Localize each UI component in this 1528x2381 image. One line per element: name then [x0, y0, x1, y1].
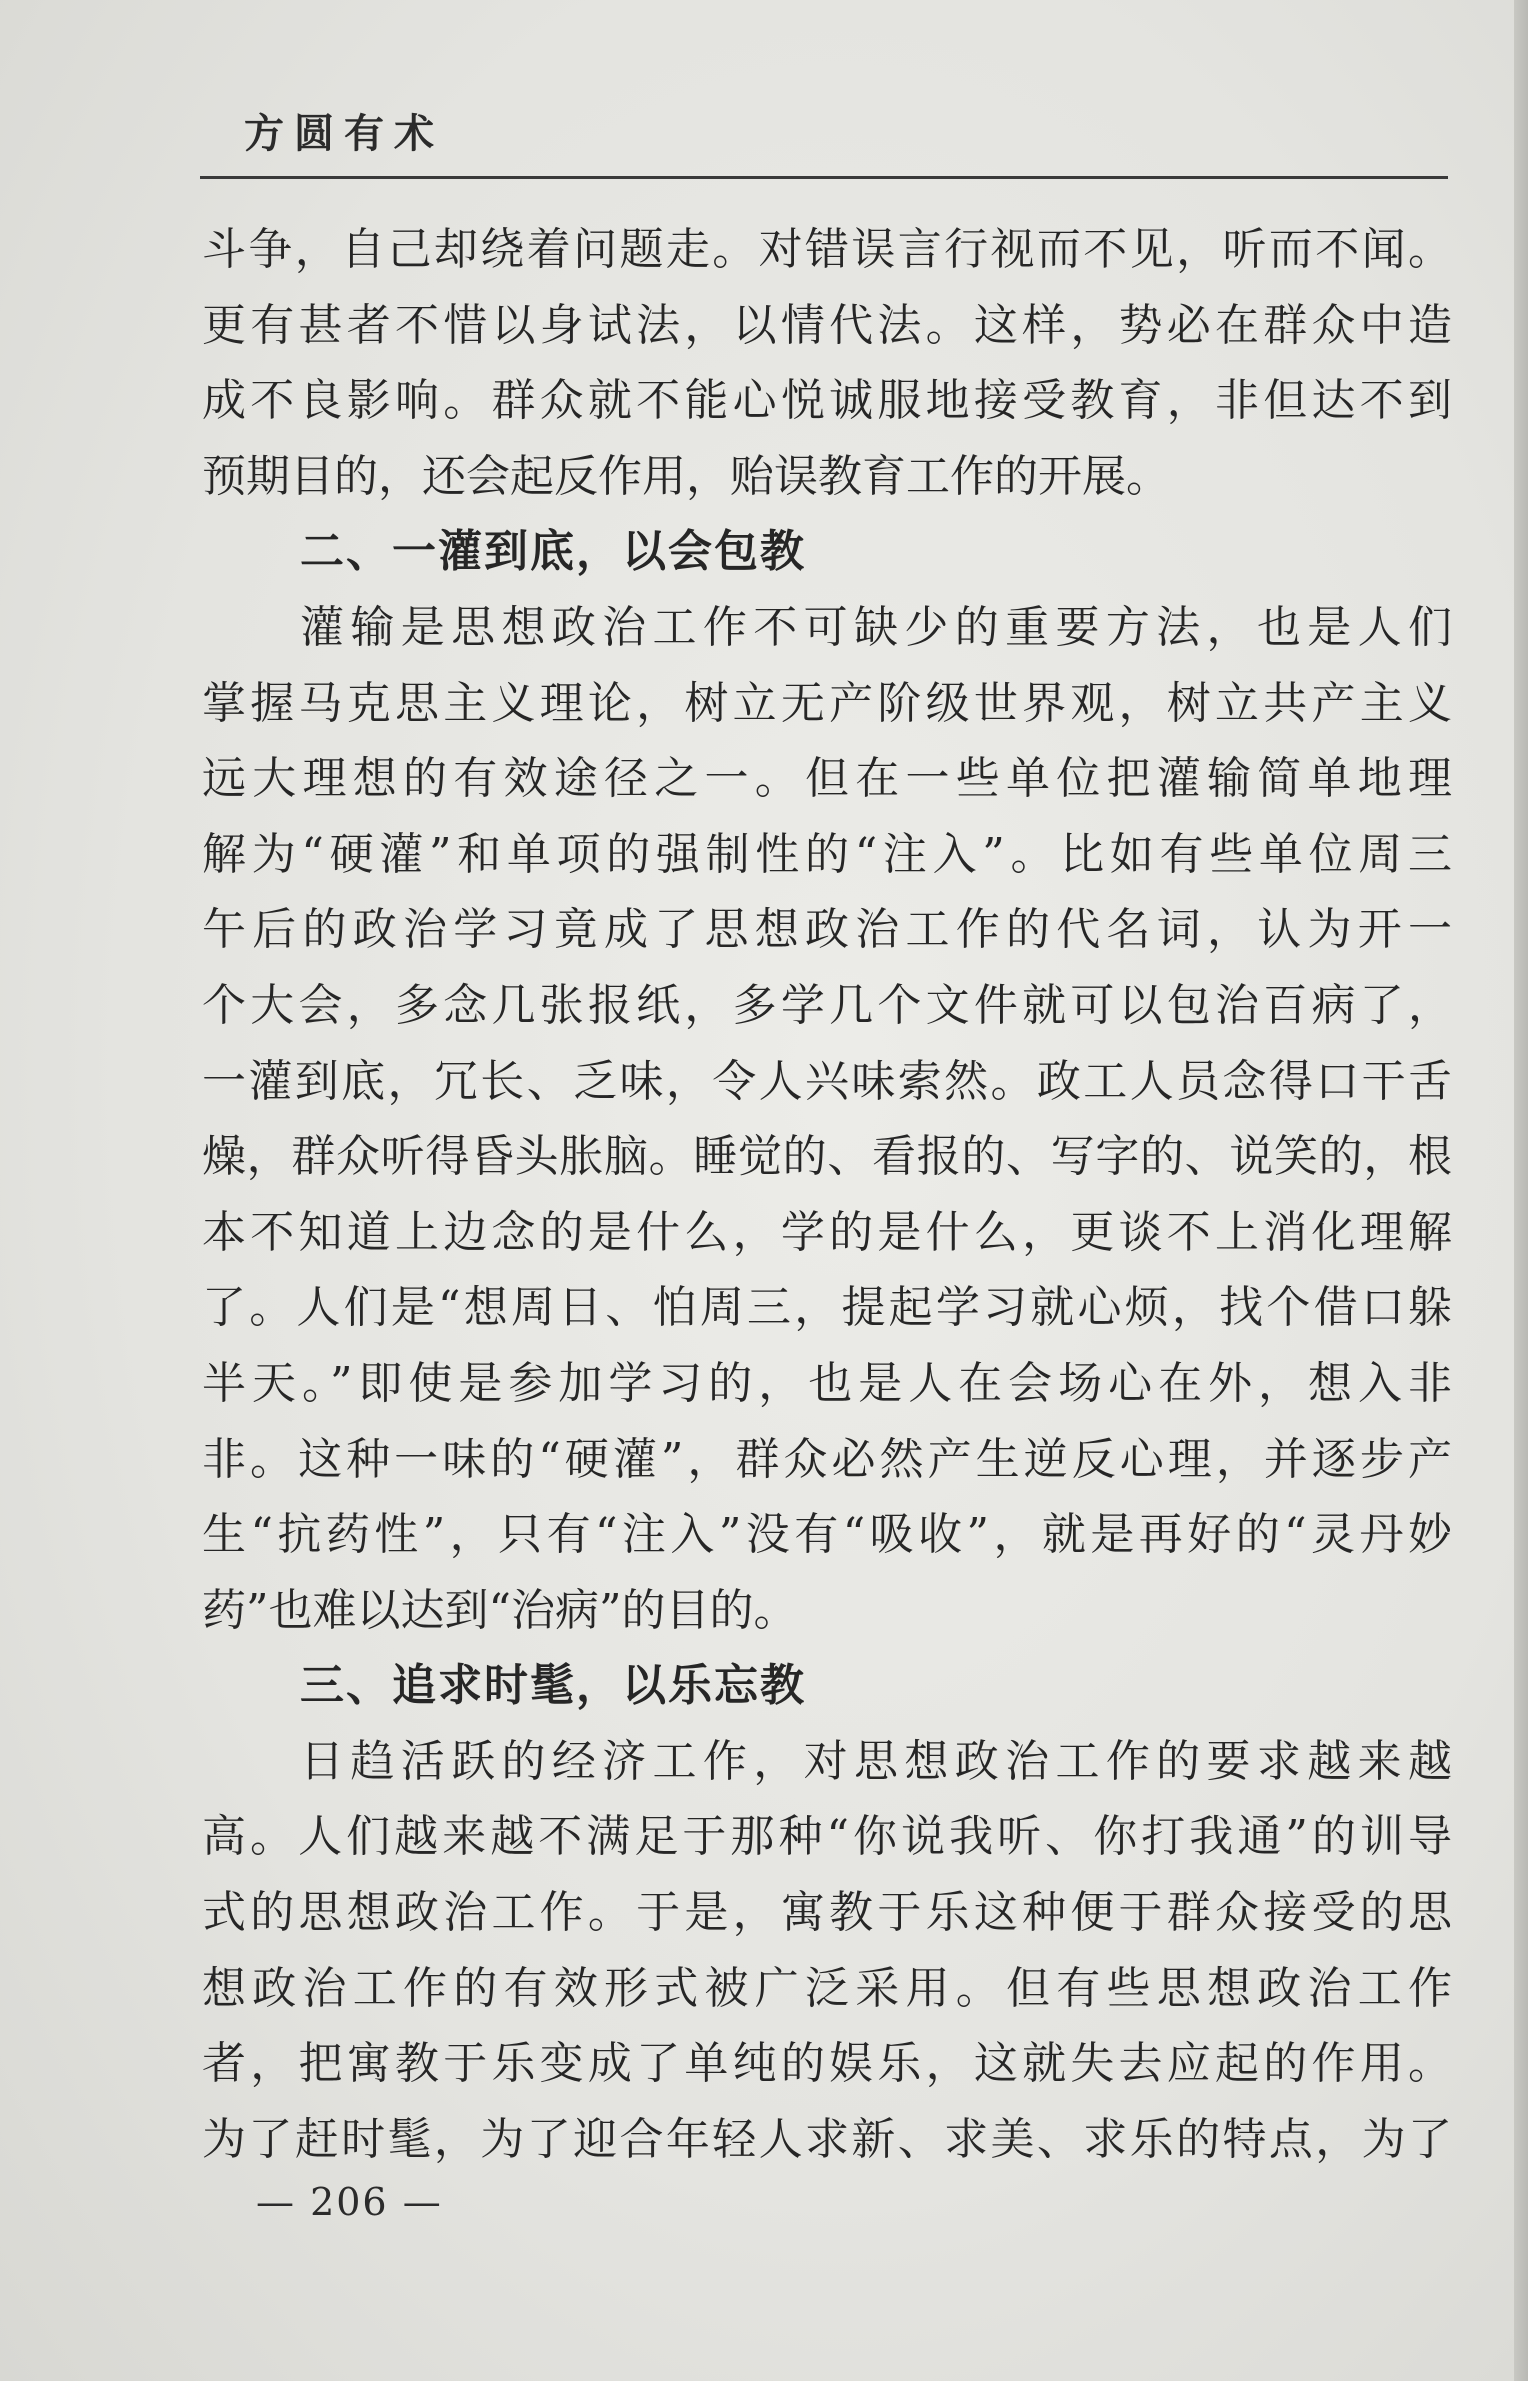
text-line: 日趋活跃的经济工作，对思想政治工作的要求越来越 — [300, 1735, 1452, 1787]
text-line: 非。这种一味的“硬灌”，群众必然产生逆反心理，并逐步产 — [202, 1433, 1452, 1485]
text-line: 远大理想的有效途径之一。但在一些单位把灌输简单地理 — [202, 753, 1452, 805]
text-line: 药”也难以达到“治病”的目的。 — [202, 1584, 798, 1636]
text-line: 个大会，多念几张报纸，多学几个文件就可以包治百病了， — [202, 979, 1452, 1031]
text-line: 本不知道上边念的是什么，学的是什么，更谈不上消化理解 — [202, 1206, 1452, 1258]
text-line: 式的思想政治工作。于是，寓教于乐这种便于群众接受的思 — [202, 1887, 1452, 1939]
text-line: 掌握马克思主义理论，树立无产阶级世界观，树立共产主义 — [202, 677, 1452, 729]
text-line: 高。人们越来越不满足于那种“你说我听、你打我通”的训导 — [202, 1811, 1452, 1863]
text-line: 了。人们是“想周日、怕周三，提起学习就心烦，找个借口躲 — [202, 1282, 1452, 1334]
body-text — [202, 212, 1452, 2177]
page-edge-shadow — [1514, 0, 1528, 2381]
text-line: 成不良影响。群众就不能心悦诚服地接受教育，非但达不到 — [202, 375, 1452, 427]
text-line: 一灌到底，冗长、乏味，令人兴味索然。政工人员念得口干舌 — [202, 1055, 1452, 1107]
text-line: 生“抗药性”，只有“注入”没有“吸收”，就是再好的“灵丹妙 — [202, 1509, 1452, 1561]
text-line: 想政治工作的有效形式被广泛采用。但有些思想政治工作 — [202, 1962, 1452, 2014]
text-line: 燥，群众听得昏头胀脑。睡觉的、看报的、写字的、说笑的，根 — [202, 1131, 1452, 1183]
page-number: — 206 — — [256, 2180, 443, 2224]
text-line: 解为“硬灌”和单项的强制性的“注入”。比如有些单位周三 — [202, 828, 1452, 880]
text-line: 预期目的，还会起反作用，贻误教育工作的开展。 — [202, 450, 1170, 502]
text-line: 斗争，自己却绕着问题走。对错误言行视而不见，听而不闻。 — [202, 224, 1452, 275]
text-line: 午后的政治学习竟成了思想政治工作的代名词，认为开一 — [202, 904, 1452, 956]
text-line: 更有甚者不惜以身试法，以情代法。这样，势必在群众中造 — [202, 299, 1452, 351]
section-heading: 三、追求时髦，以乐忘教 — [300, 1660, 806, 1712]
text-line: 灌输是思想政治工作不可缺少的重要方法，也是人们 — [300, 601, 1452, 653]
header-rule — [200, 176, 1448, 179]
text-line: 半天。”即使是参加学习的，也是人在会场心在外，想入非 — [202, 1357, 1452, 1409]
text-line: 者，把寓教于乐变成了单纯的娱乐，这就失去应起的作用。 — [202, 2038, 1452, 2090]
text-line: 为了赶时髦，为了迎合年轻人求新、求美、求乐的特点，为了 — [202, 2113, 1452, 2165]
section-heading: 二、一灌到底，以会包教 — [300, 526, 806, 578]
running-header-title: 方圆有术 — [244, 111, 444, 157]
